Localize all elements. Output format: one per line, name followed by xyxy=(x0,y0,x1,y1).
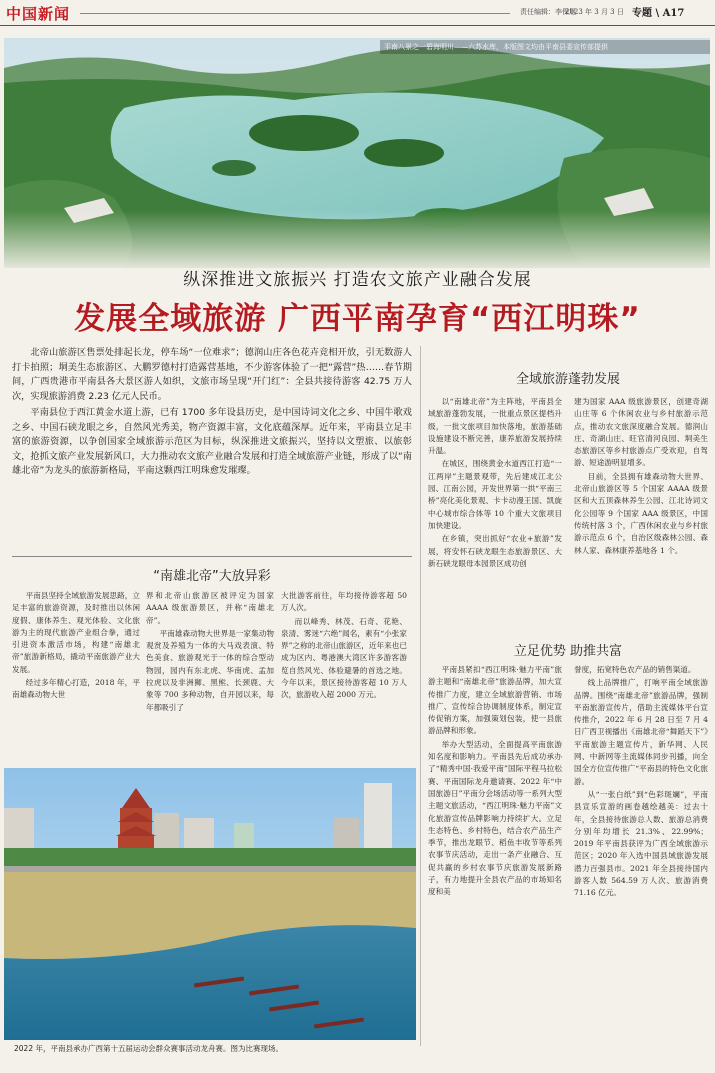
paragraph: 经过多年精心打造，2018 年，平南雄森动物大世 xyxy=(12,678,140,700)
paragraph: 目前，全县拥有雄森动物大世界、北帝山旅游区等 5 个国家 AAAA 级景区和大五顶森林养生公园、江北诗词文化公园等 9 个国家 AAA 级景区，中国传统村落 3 个，广西休闲农业与乡村旅游示范点 6 个，自治区级森林公园、森林人家、森林康养基地各 1 个。 xyxy=(574,471,708,555)
column-divider xyxy=(420,346,421,1046)
photo-caption: 2022 年，平南县承办广西第十五届运动会群众赛事活动龙舟赛。图为比赛现场。 xyxy=(14,1044,283,1053)
newspaper-logo: 中国新闻 xyxy=(6,5,71,23)
section-title-common-prosperity: 立足优势 助推共富 xyxy=(513,644,623,659)
paragraph: 从“一张白纸”到“色彩斑斓”，平南县宣乐宣游的画卷越绘越美：过去十年，全县接待旅游总人数、旅游总消费分别年均增长 21.3%、22.99%；2019 年平南县获评为广西全域旅游示范区；2020 年入选中国县域旅游发展潜力百强县市。2021 年全县接待国内游客人数 564.59 万人次、旅游消费 71.16 亿元。 xyxy=(574,789,708,898)
lead-paragraph: 平南县位于西江黄金水道上游，已有 1700 多年设县历史，是中国诗词文化之乡、中国牛歌戏之乡、中国石硖龙眼之乡，自然风光秀美，物产资源丰富，文化底蕴深厚。近年来，平南县立足丰富的旅游资源，以争创国家全域旅游示范区为目标，纵深推进文旅振兴，坚持以文塑旅、以旅彰文，抢抓文旅产业发展新风口，大力推动农文旅产业融合发展和打造全域旅游产业链，形成了以“南雄北帝”为龙头的旅游新格局，平南这颗西江明珠愈发璀璨。 xyxy=(12,407,412,476)
paragraph: 线上品牌推广，打响平南全域旅游品牌。围绕“南雄北帝”旅游品牌，强制平南旅游宣传片，借助主流媒体平台宣传推介，2022 年 6 月 28 日至 7 月 4 日广西卫视播出《南雄北帝“舞蹈天下”》平南旅游主题宣传片，新华网、人民网、中新网等主流媒体同步刊播，向全国全方位宣传推广“平南县的特色文化旅游。 xyxy=(574,678,708,786)
paragraph: 而以峰秀、林茂、石奇、花艳、泉清、雾迷“六绝”闻名，素有“小张家界”之称的北帝山旅游区，近年来也已成为区内、粤港澳大湾区许多游客游览自然风光、体验避暑的首选之地。今年以来，景区接待游客超 10 万人次，旅游收入超 2000 万元。 xyxy=(281,616,407,700)
text-column xyxy=(281,590,407,702)
editor-credit: 责任编辑：李保旭 xyxy=(520,8,576,16)
paragraph: 平南县紧扣“西江明珠·魅力平南”旅游主题和“南雄北帝”旅游品牌，加大宣传推广力度，建立全域旅游营销、市场推广、宣传综合协调制度体系，制定宣传促销方案，加强策划包装，使一县旅游品牌和形象。 xyxy=(428,665,562,736)
section-title-nanxiong-beidi: “南雄北帝”大放异彩 xyxy=(153,569,271,584)
dragon-boat-illustration xyxy=(4,768,416,1040)
text-column xyxy=(428,664,562,899)
photo-caption: 平南八景之一碧海明川——六苏水库，本版图文均由平南县委宣传部提供 xyxy=(380,40,710,54)
subheadline: 纵深推进文旅振兴 打造农文旅产业融合发展 xyxy=(183,270,532,290)
lead-paragraph: 北帝山旅游区售票处排起长龙，停车场“一位难求”；德润山庄各色花卉竞相开放，引无数游人打卡拍照；垌美生态旅游区、大鹏罗德村打造露营基地，不少游客体验了一把“露营”热……春节期间，广西贵港市平南县各大景区游人如织，文旅市场呈现“开门红”：全县共接待游客 42.75 万人次，实现旅游消费 2.23 亿元人民币。 xyxy=(12,347,412,402)
paragraph: 界和北帝山旅游区被评定为国家 AAAA 级旅游景区，并称“南雄北帝”。 xyxy=(146,591,274,625)
paragraph: 大批游客前往，年均接待游客超 50 万人次。 xyxy=(281,591,407,613)
text-column xyxy=(12,590,140,702)
reservoir-illustration xyxy=(4,38,710,268)
paragraph: 在乡镇，突出抓好“农业+旅游”发展，将安怀石硖龙眼生态旅游景区、大新石硖龙眼母本园景区成功创 xyxy=(428,534,562,568)
reservoir-photo xyxy=(4,38,710,268)
section-title-tourism-growth: 全域旅游蓬勃发展 xyxy=(515,372,620,387)
text-column xyxy=(146,590,274,714)
paragraph: 平南县坚持全域旅游发展思路，立足丰富的旅游资源，及时推出以休闲度假、康体养生、观光体验、文化旅游为主的现代旅游产业组合拳，通过引进资本激活市场，构建“南雄北帝”旅游新格局，撬动平南旅游产业大发展。 xyxy=(12,591,140,674)
text-column xyxy=(574,664,708,900)
paragraph: 以“南雄北帝”为主阵地，平南县全域旅游蓬勃发展，一批重点景区提档升级，一批文旅项目加快落地，旅游基础设施建设不断完善，康养旅游发展持续升温。 xyxy=(428,397,562,456)
paragraph: 誉度，拓宽特色农产品的销售渠道。 xyxy=(574,665,696,674)
paragraph: 在城区，围绕黄金水道西江打造“一江两岸”主题景观带，先后建成江北公园、江南公园，开发世界第一拱“平南三桥”亮化美化景观、卡卡动漫王国、凯旋中心城市综合体等 10 个重大文旅项目加快建设。 xyxy=(428,459,562,530)
dragon-boat-photo xyxy=(4,768,416,1040)
masthead-divider xyxy=(0,25,715,26)
paragraph: 平南雄森动物大世界是一家集动物观赏及养殖为一体的大马戏表演、特色美食、旅游观光于一体的综合型动物园，园内有东北虎、华南虎、孟加拉虎以及非洲狮、黑熊、长颈鹿、大象等 700 多种动物，自开园以来，每年都吸引了 xyxy=(146,628,274,712)
section-label: 专题 \ A17 xyxy=(632,8,685,19)
masthead xyxy=(0,0,715,26)
section-divider xyxy=(12,556,412,557)
text-column xyxy=(574,396,708,557)
main-headline: 发展全域旅游 广西平南孕育“西江明珠” xyxy=(74,301,641,337)
paragraph: 举办大型活动，全面提高平南旅游知名度和影响力。平南县先后成功承办了“精秀中国·我爱平南”国际平程马拉松赛、平南国际龙舟邀请赛、2022 年“中国旅游日”平南分会场活动等一系列大型主题文旅活动，“西江明珠·魅力平南”文化旅游宣传品牌影响力持续扩大。立足生态特色、乡村特色，结合农产品生产季节，推出龙眼节、稻鱼丰收节等系列农事节庆活动，走出一条产业融合、互促共赢的乡村农事节庆旅游发展新路子，有力地提升全县农产品的市场知名度和美 xyxy=(428,739,562,897)
lead-article xyxy=(12,346,412,479)
paragraph: 建为国家 AAA 级旅游景区，创建奇湖山庄等 6 个休闲农业与乡村旅游示范点，推动农文旅深度融合发展。德润山庄、奇湖山庄、旺官清河良园、垌美生态旅游区等乡村旅游点广受欢迎，自驾游、短途游明显增多。 xyxy=(574,397,708,468)
issue-date: 2023 年 3 月 3 日 xyxy=(565,8,624,16)
masthead-rule xyxy=(80,13,510,14)
text-column xyxy=(428,396,562,570)
